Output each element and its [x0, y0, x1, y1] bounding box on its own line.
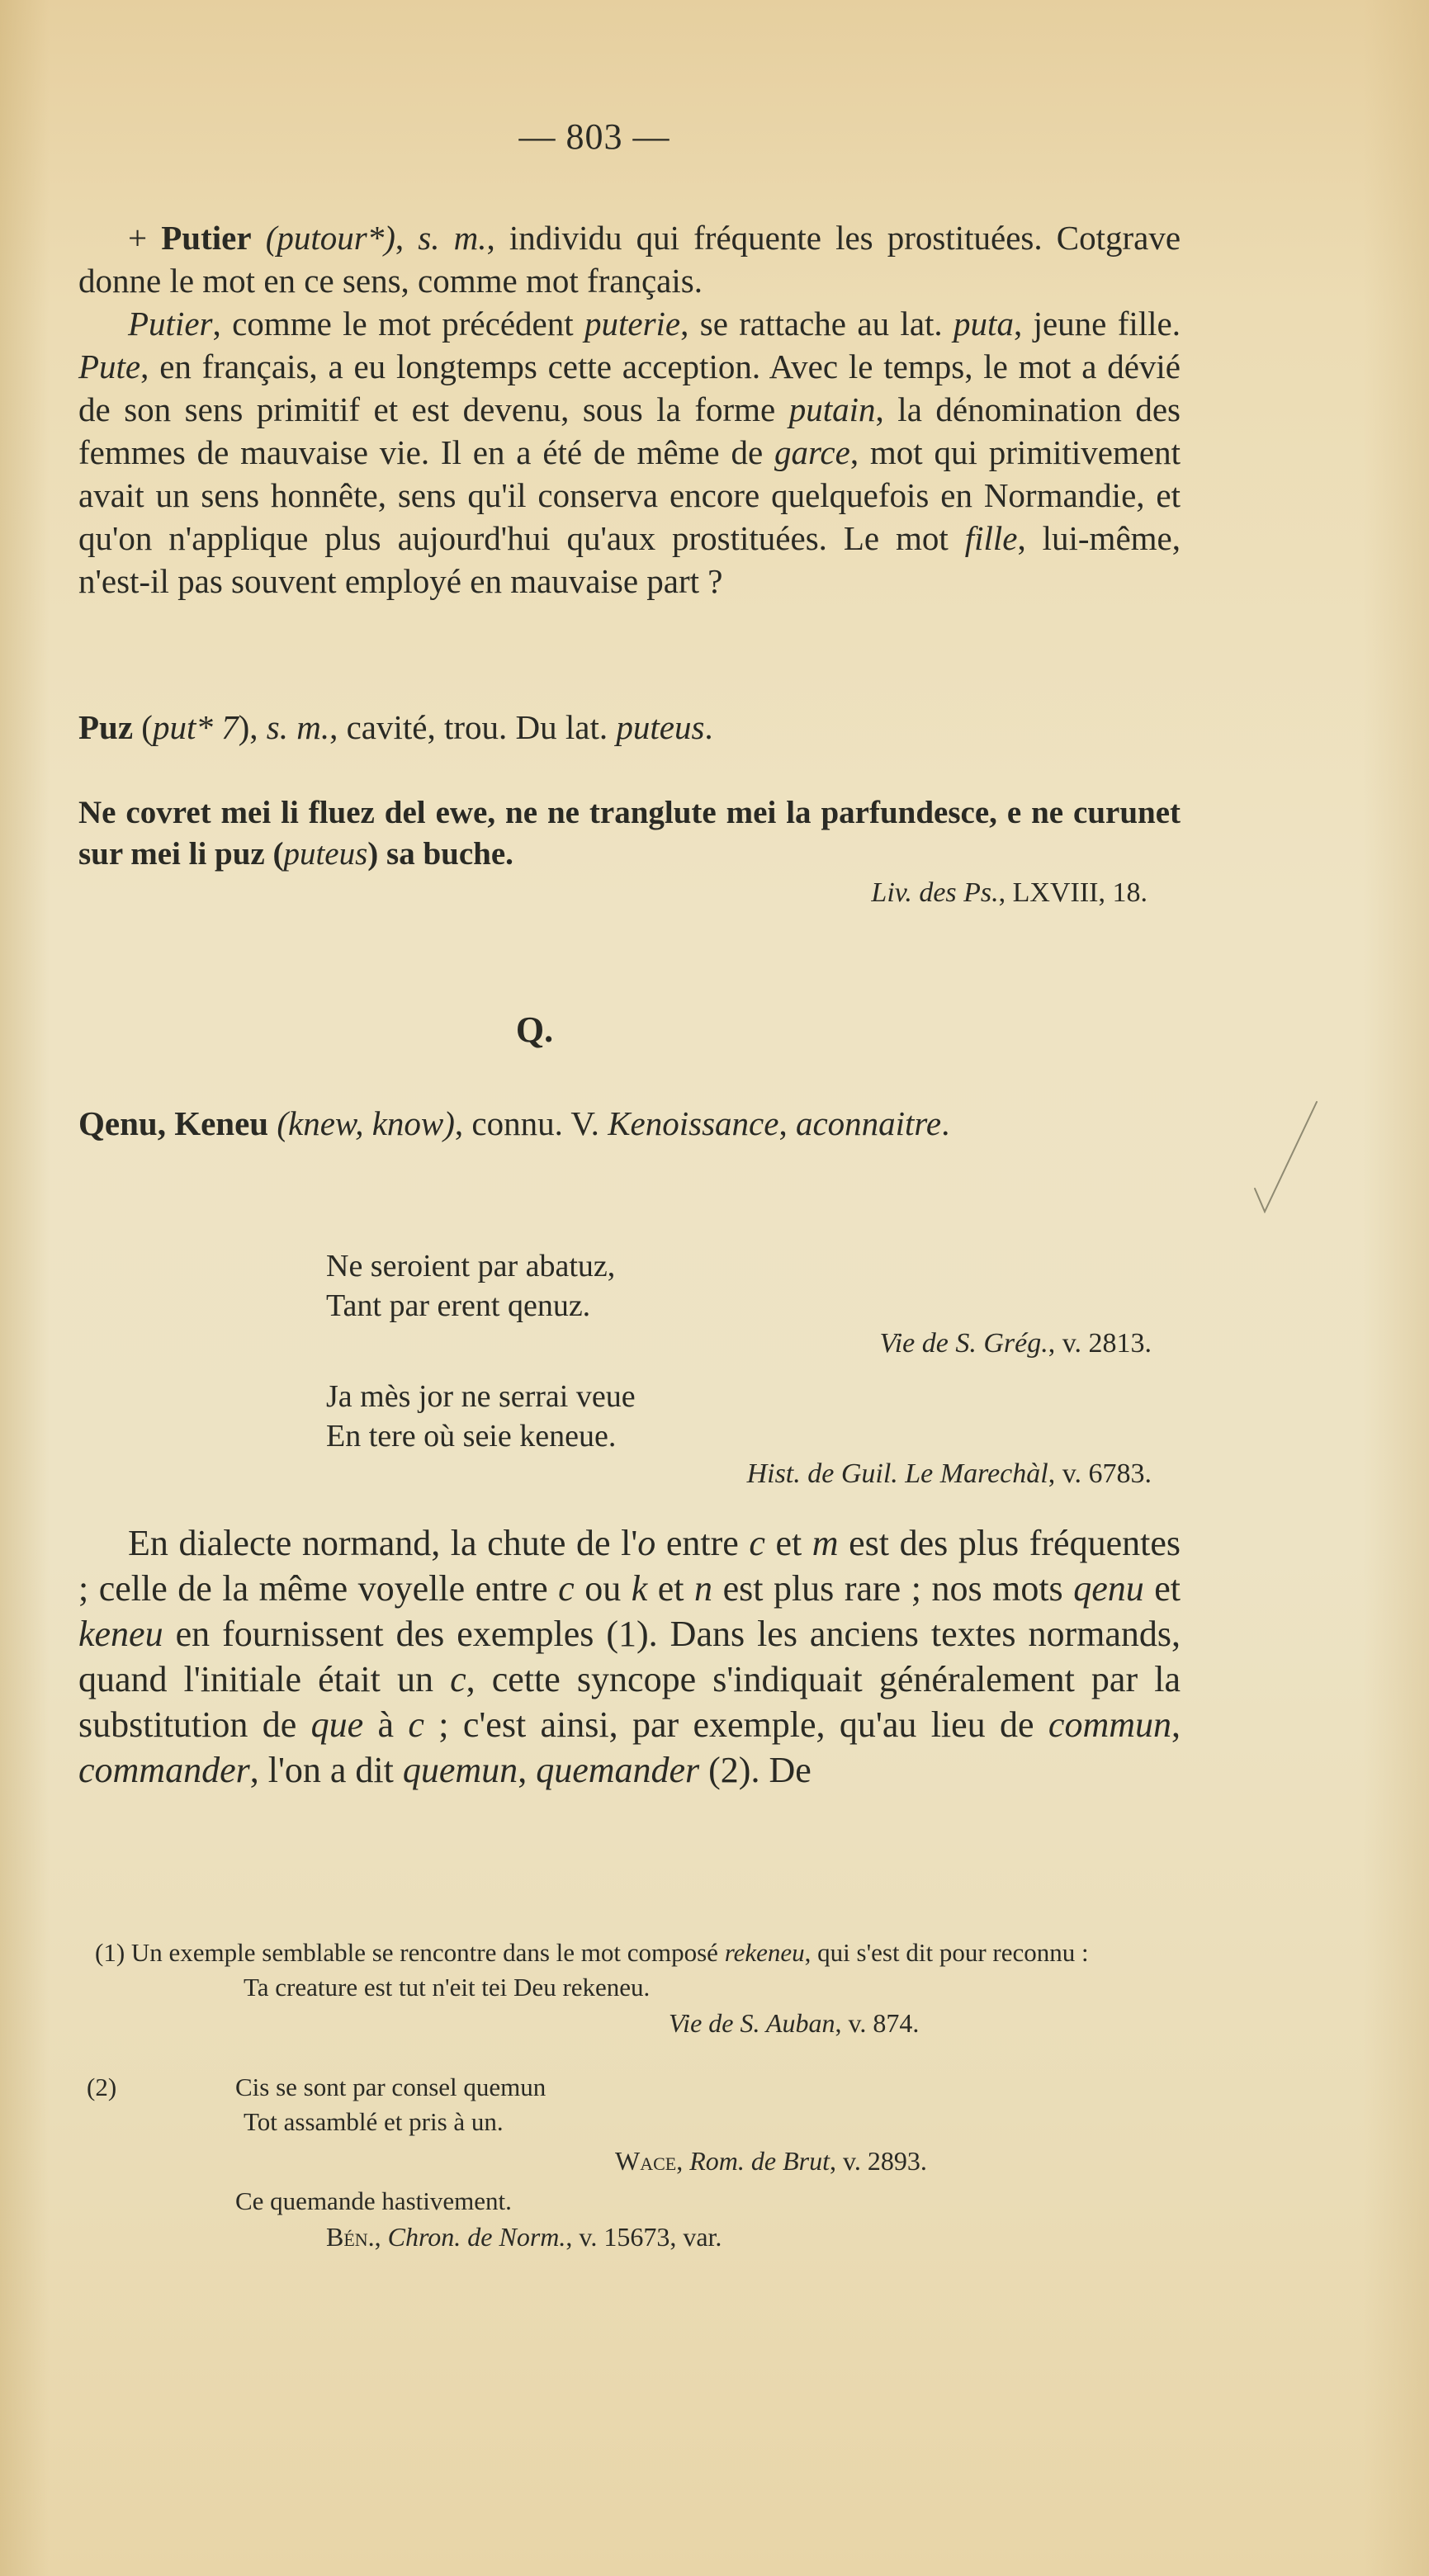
text: , [676, 2146, 690, 2176]
italic-word: que [310, 1704, 364, 1745]
text: ; c'est ainsi, par exemple, qu'au lieu de [423, 1704, 1048, 1745]
verse-line: Ne seroient par abatuz, [326, 1249, 616, 1283]
italic-word: puteus [616, 708, 705, 746]
italic-word: fille [964, 519, 1018, 557]
entry-putier-definition: + Putier (putour*), s. m., individu qui fréquente les prostituées. Cotgrave donne le mot en ce sens, comme mot français. [78, 219, 1181, 300]
citation-ref: , v. 6783. [1048, 1458, 1152, 1489]
citation-title: Chron. de Norm. [387, 2222, 566, 2252]
pencil-check-mark [1247, 1098, 1321, 1213]
italic-word: qenu [1073, 1568, 1144, 1609]
italic-word: puteus [283, 836, 368, 872]
italic-word: c [558, 1568, 575, 1609]
page-edge-shadow-right [1363, 0, 1429, 2576]
citation-title: Vie de S. Grég. [879, 1328, 1048, 1359]
footnote-2 [78, 2070, 1181, 2255]
citation [326, 1456, 1152, 1492]
citation-ref: , v. 2813. [1048, 1328, 1152, 1359]
main-paragraph [78, 1520, 1181, 1793]
paragraph-text [78, 1520, 1181, 1793]
text: , cavité, trou. Du lat. [329, 708, 617, 746]
etymon: (putour*) [265, 219, 395, 257]
italic-word: commun [1048, 1704, 1172, 1745]
italic-word: putain [788, 390, 876, 428]
text: est des plus fréquentes ; celle de la même voyelle entre [78, 1523, 1181, 1609]
grammar-label: s. m. [266, 708, 330, 746]
verse-line: Tant par erent qenuz. [326, 1288, 591, 1323]
italic-word: keneu [78, 1614, 163, 1654]
italic-word: o [637, 1523, 656, 1563]
definition-text: , individu qui fréquente les prostituées. Cotgrave donne le mot en ce sens, comme mot français. [78, 219, 1181, 300]
italic-word: c [749, 1523, 765, 1563]
verse-block-1 [326, 1246, 1152, 1362]
text: en fournissent des exemples (1). Dans les anciens textes normands, quand l'initiale était un [78, 1614, 1181, 1699]
text: ou [574, 1568, 632, 1609]
italic-word: m [812, 1523, 839, 1563]
citation-title: Liv. des Ps. [871, 877, 999, 908]
italic-word: rekeneu [724, 1938, 805, 1967]
text: Ne covret mei li fluez del ewe, ne ne tranglute mei la parfundesce, e ne curunet sur mei li puz ( [78, 795, 1181, 872]
text: , mot qui primitivement avait un sens honnête, sens qu'il conserva encore quelquefois en Normandie, et qu'on n'applique plus aujourd'hui qu'aux prostituées. Le mot [78, 433, 1181, 557]
text: , comme le mot précédent [212, 305, 584, 343]
citation [78, 2219, 1181, 2255]
text: , jeune fille. [1013, 305, 1181, 343]
citation-title: Rom. de Brut [689, 2146, 830, 2176]
italic-word: aconnaitre [795, 1104, 942, 1142]
text: , lui-même, n'est-il pas souvent employé en mauvaise part ? [78, 519, 1181, 600]
text: , en français, a eu longtemps cette acception. Avec le temps, le mot a dévié de son sens primitif et est devenu, sous la forme [78, 347, 1181, 428]
entry-qenu [78, 1102, 1181, 1145]
author-name: Wace [615, 2146, 677, 2176]
verse-line: Ja mès jor ne serrai veue [326, 1379, 636, 1414]
footnote-text [78, 1936, 1181, 1970]
text: , [778, 1104, 796, 1142]
text: ) sa buche. [367, 836, 513, 872]
text: est plus rare ; nos mots [712, 1568, 1074, 1609]
entry-puz [78, 706, 1181, 749]
italic-word: garce [774, 433, 850, 471]
text: , [518, 1750, 537, 1790]
text: . [704, 708, 713, 746]
verse-line: Ce quemande hastivement. [235, 2186, 512, 2215]
citation [78, 2005, 1181, 2041]
italic-word: quemander [536, 1750, 700, 1790]
text: (1) Un exemple semblable se rencontre dans le mot composé [95, 1938, 725, 1967]
verse-line: Cis se sont par consel quemun [235, 2073, 547, 2101]
footnote-1 [78, 1936, 1181, 2041]
text: , [374, 2222, 388, 2252]
citation-title: Hist. de Guil. Le Marechàl [746, 1458, 1048, 1489]
italic-word: Putier [128, 305, 213, 343]
citation-ref: , v. 2893. [829, 2146, 927, 2176]
italic-word: Kenoissance [608, 1104, 779, 1142]
verse-line: Ta creature est tut n'eit tei Deu rekeneu. [244, 1973, 651, 2002]
cross-marker: + [128, 219, 148, 257]
text: et [1143, 1568, 1181, 1609]
section-letter-block [78, 1009, 1181, 1051]
text: ( [141, 708, 153, 746]
grammar-label: s. m. [418, 219, 487, 257]
entry-puz-definition: Puz (put* 7), s. m., cavité, trou. Du lat. puteus. [78, 708, 713, 746]
entry-putier [78, 216, 1181, 603]
verse-line: Tot assamblé et pris à un. [244, 2107, 504, 2136]
headword: Putier [161, 219, 252, 257]
headword: Puz [78, 708, 134, 746]
text: , connu. V. [454, 1104, 608, 1142]
text: . [941, 1104, 950, 1142]
verse-block-2 [326, 1377, 1152, 1492]
text: , l'on a dit [249, 1750, 403, 1790]
italic-word: n [694, 1568, 713, 1609]
text: entre [655, 1523, 750, 1563]
italic-word: commander [78, 1750, 250, 1790]
etymon: put* 7 [152, 708, 239, 746]
italic-word: k [631, 1568, 648, 1609]
entry-putier-commentary [78, 302, 1181, 603]
text: et [764, 1523, 812, 1563]
citation-title: Vie de S. Auban [669, 2008, 835, 2038]
citation [326, 1326, 1152, 1362]
text: et [647, 1568, 695, 1609]
entry-puz-quote [78, 792, 1181, 911]
citation [78, 875, 1181, 911]
author-name: Bén. [326, 2222, 375, 2252]
italic-word: quemun [402, 1750, 518, 1790]
text: , qui s'est dit pour reconnu : [804, 1938, 1089, 1967]
citation-ref: , v. 874. [835, 2008, 920, 2038]
entry-qenu-definition [78, 1102, 1181, 1145]
italic-word: c [408, 1704, 424, 1745]
page-number: — 803 — [518, 116, 670, 157]
text: En dialecte normand, la chute de l' [128, 1523, 638, 1563]
citation-ref: , LXVIII, 18. [998, 877, 1147, 908]
headword: Qenu, Keneu [78, 1104, 269, 1142]
citation-ref: , v. 15673, var. [565, 2222, 722, 2252]
text: , cette syncope s'indiquait généralement par la substitution de [78, 1659, 1181, 1745]
italic-word: Pute [78, 347, 141, 385]
quotation [78, 792, 1181, 875]
text: , [1171, 1704, 1181, 1745]
italic-word: puterie [584, 305, 681, 343]
footnote-marker: (2) [87, 2073, 117, 2101]
text: , se rattache au lat. [680, 305, 954, 343]
section-letter: Q. [515, 1009, 554, 1050]
italic-word: c [450, 1659, 466, 1699]
text: (2). De [699, 1750, 812, 1790]
page-edge-shadow-left [0, 0, 50, 2576]
citation [78, 2143, 1181, 2179]
text: à [363, 1704, 409, 1745]
verse-line: En tere où seie keneue. [326, 1419, 617, 1453]
text: ) [238, 708, 250, 746]
italic-word: puta [953, 305, 1014, 343]
etymon: (knew, know) [277, 1104, 455, 1142]
text: , la dénomination des femmes de mauvaise vie. Il en a été de même de [78, 390, 1181, 471]
